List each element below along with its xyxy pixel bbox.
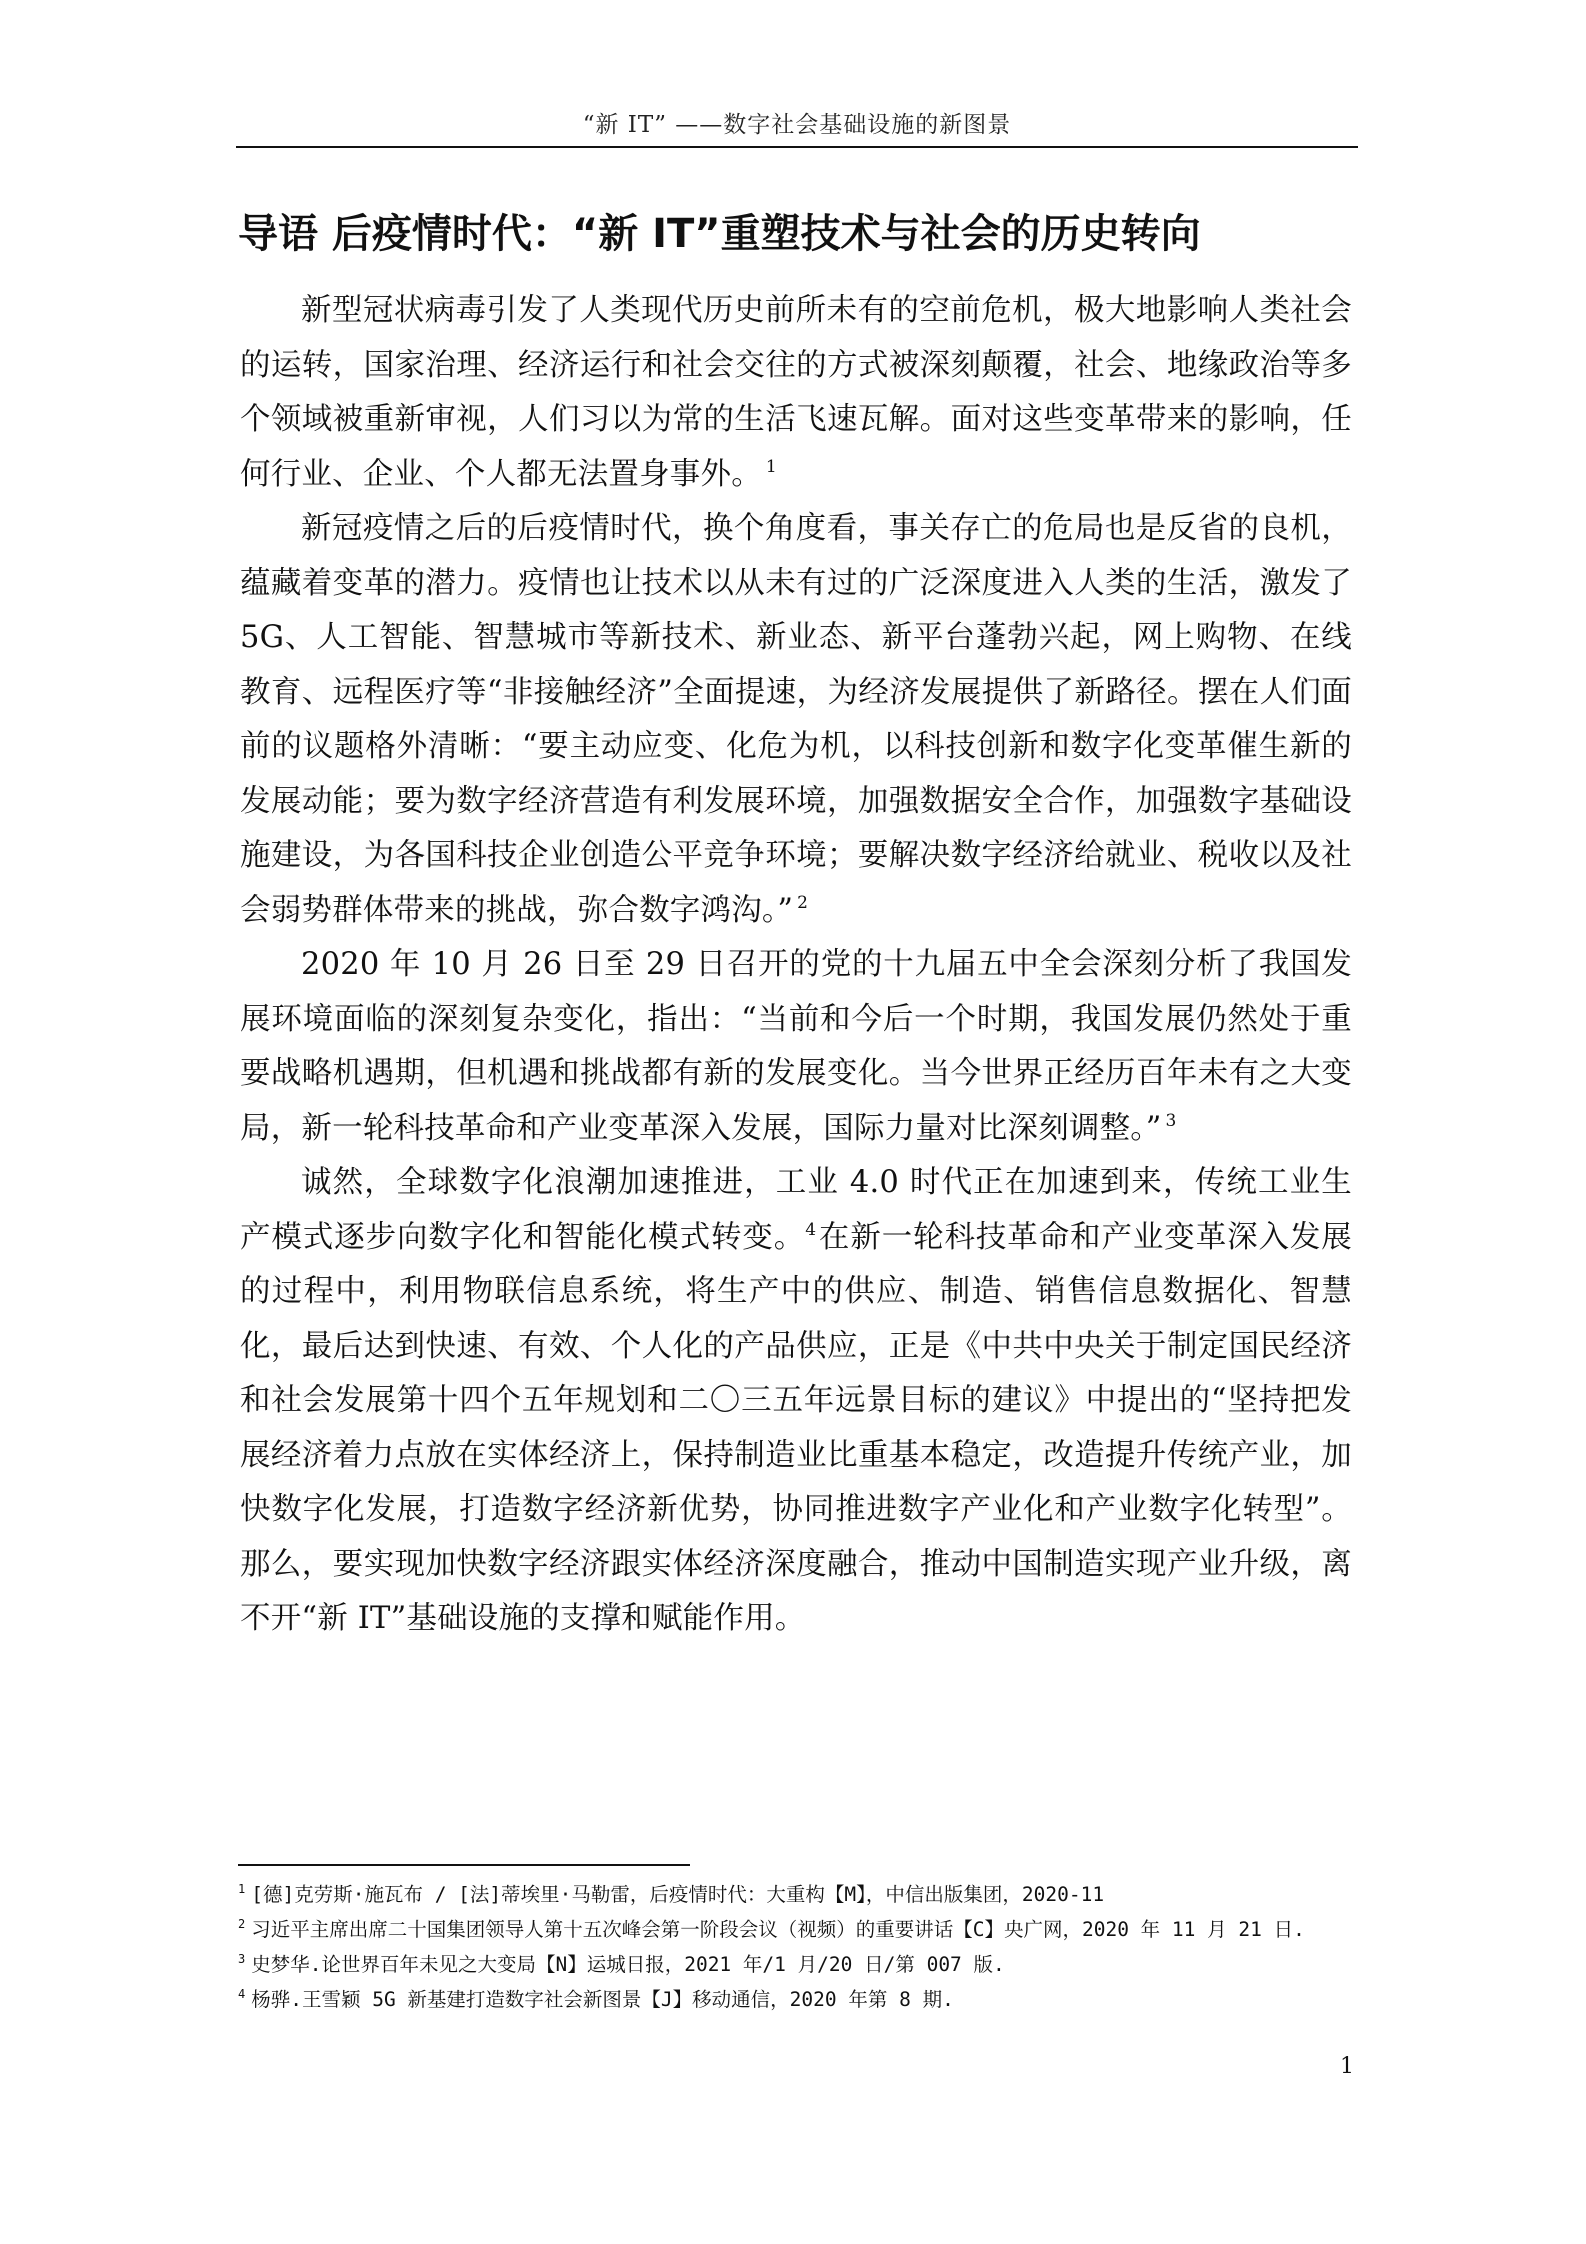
footnote-4 <box>238 1985 1350 2014</box>
paragraph-3 <box>240 938 1352 1156</box>
body-text <box>240 284 1352 1647</box>
footnote-text: 杨骅.王雪颖 5G 新基建打造数字社会新图景【J】移动通信，2020 年第 8 期. <box>251 1988 954 2011</box>
paragraph-2 <box>240 502 1352 938</box>
footnote-text: 习近平主席出席二十国集团领导人第十五次峰会第一阶段会议（视频）的重要讲话【C】央广网，2020 年 11 月 21 日. <box>251 1918 1305 1941</box>
header-rule <box>236 146 1358 148</box>
footnote-number: 3 <box>238 1952 246 1966</box>
footnote-text: 史梦华.论世界百年未见之大变局【N】运城日报，2021 年/1 月/20 日/第 007 版. <box>251 1953 1005 1976</box>
footnote-ref[interactable]: 2 <box>797 892 809 913</box>
footnotes <box>238 1880 1350 2020</box>
page-number: 1 <box>1340 2054 1354 2079</box>
footnote-3 <box>238 1950 1350 1979</box>
paragraph-text: 诚然，全球数字化浪潮加速推进，工业 4.0 时代正在加速到来，传统工业生产模式逐步向数字化和智能化模式转变。 <box>240 1165 1352 1255</box>
paragraph-1 <box>240 284 1352 502</box>
paragraph-text: 新型冠状病毒引发了人类现代历史前所未有的空前危机，极大地影响人类社会的运转，国家治理、经济运行和社会交往的方式被深刻颠覆，社会、地缘政治等多个领域被重新审视，人们习以为常的生活飞速瓦解。面对这些变革带来的影响，任何行业、企业、个人都无法置身事外。 <box>240 293 1352 492</box>
footnote-separator <box>238 1864 690 1866</box>
footnote-ref[interactable]: 4 <box>805 1219 817 1240</box>
footnote-text: [德]克劳斯·施瓦布 / [法]蒂埃里·马勒雷，后疫情时代：大重构【M】，中信出版集团，2020-11 <box>251 1883 1105 1906</box>
paragraph-text: 在新一轮科技革命和产业变革深入发展的过程中，利用物联信息系统，将生产中的供应、制造、销售信息数据化、智慧化，最后达到快速、有效、个人化的产品供应，正是《中共中央关于制定国民经济和社会发展第十四个五年规划和二〇三五年远景目标的建议》中提出的“坚持把发展经济着力点放在实体经济上，保持制造业比重基本稳定，改造提升传统产业，加快数字化发展，打造数字经济新优势，协同推进数字产业化和产业数字化转型”。那么，要实现加快数字经济跟实体经济深度融合，推动中国制造实现产业升级，离不开“新 IT”基础设施的支撑和赋能作用。 <box>240 1219 1352 1636</box>
paragraph-4 <box>240 1156 1352 1647</box>
footnote-ref[interactable]: 3 <box>1165 1110 1177 1131</box>
footnote-number: 1 <box>238 1882 246 1896</box>
footnote-2 <box>238 1915 1350 1944</box>
paragraph-text: 2020 年 10 月 26 日至 29 日召开的党的十九届五中全会深刻分析了我国发展环境面临的深刻复杂变化，指出：“当前和今后一个时期，我国发展仍然处于重要战略机遇期，但机遇和挑战都有新的发展变化。当今世界正经历百年未有之大变局，新一轮科技革命和产业变革深入发展，国际力量对比深刻调整。” <box>240 947 1352 1146</box>
footnote-1 <box>238 1880 1350 1909</box>
running-header: “新 IT” ——数字社会基础设施的新图景 <box>582 112 1012 138</box>
footnote-number: 4 <box>238 1987 246 2001</box>
footnote-ref[interactable]: 1 <box>765 456 777 477</box>
footnote-number: 2 <box>238 1917 246 1931</box>
paragraph-text: 新冠疫情之后的后疫情时代，换个角度看，事关存亡的危局也是反省的良机，蕴藏着变革的潜力。疫情也让技术以从未有过的广泛深度进入人类的生活，激发了 5G、人工智能、智慧城市等新技术、新业态、新平台蓬勃兴起，网上购物、在线教育、远程医疗等“非接触经济”全面提速，为经济发展提供了新路径。摆在人们面前的议题格外清晰：“要主动应变、化危为机，以科技创新和数字化变革催生新的发展动能；要为数字经济营造有利发展环境，加强数据安全合作，加强数字基础设施建设，为各国科技企业创造公平竞争环境；要解决数字经济给就业、税收以及社会弱势群体带来的挑战，弥合数字鸿沟。” <box>240 511 1352 928</box>
section-title: 导语 后疫情时代：“新 IT”重塑技术与社会的历史转向 <box>238 211 1201 257</box>
